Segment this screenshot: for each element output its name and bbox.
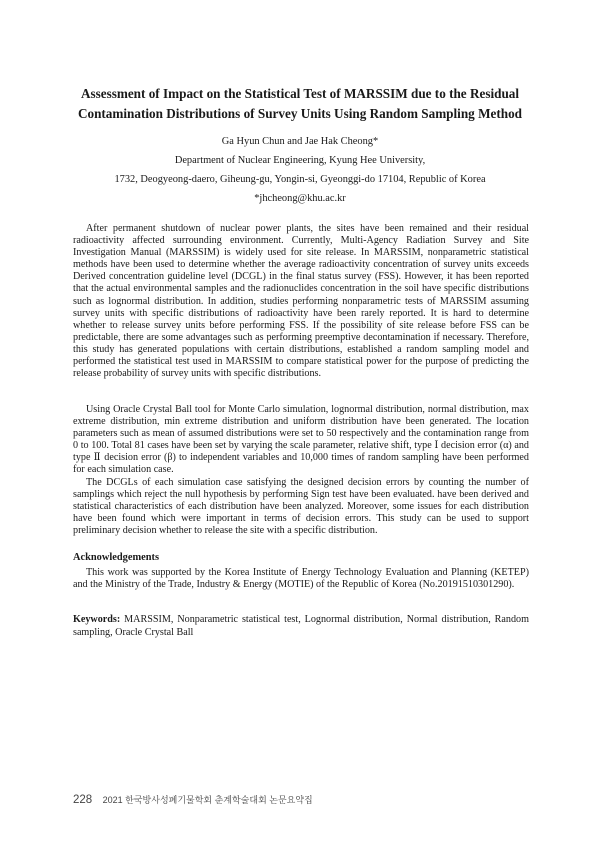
page-footer <box>73 790 313 808</box>
acknowledgements-heading: Acknowledgements <box>73 552 160 563</box>
keywords-list: MARSSIM, Nonparametric statistical test, Lognormal distribution, Normal distribution, Random sampling, Oracle Crystal Ball <box>73 614 529 638</box>
conference-name: 2021 한국방사성폐기물학회 춘계학술대회 논문요약집 <box>102 795 313 805</box>
keywords <box>73 614 529 639</box>
affiliation: Department of Nuclear Engineering, Kyung Hee University, <box>174 155 426 166</box>
title-line-2: Contamination Distributions of Survey Units Using Random Sampling Method <box>77 106 523 121</box>
paper-title <box>60 84 540 124</box>
acknowledgements-text: This work was supported by the Korea Institute of Energy Technology Evaluation and Planning (KETEP) and the Ministry of the Trade, Industry & Energy (MOTIE) of the Republic of Korea (No.20191510301290). <box>73 567 529 591</box>
keywords-label: Keywords: <box>73 614 121 625</box>
title-line-1: Assessment of Impact on the Statistical Test of MARSSIM due to the Residual <box>80 86 520 101</box>
abstract-paragraph-2: Using Oracle Crystal Ball tool for Monte Carlo simulation, lognormal distribution, normal distribution, max extreme distribution, min extreme distribution and uniform distribution have been generated. The location parameters such as mean of assumed distributions were set to 50 respectively and the contamination range from 0 to 100. Total 81 cases have been set by varying the scale parameter, relative shift, type Ⅰ decision error (α) and type Ⅱ decision error (β) to independent variables and 10,000 times of random sampling have been performed for each simulation case. <box>73 404 529 476</box>
authors: Ga Hyun Chun and Jae Hak Cheong* <box>221 136 379 147</box>
abstract-paragraph-1: After permanent shutdown of nuclear power plants, the sites have been remained and their residual radioactivity affected surrounding environment. Currently, Multi-Agency Radiation Survey and Site Investigation Manual (MARSSIM) is widely used for site release. In MARSSIM, nonparametric statistical methods have been used to determine whether the average radioactivity concentration of survey units exceeds Derived concentration guideline level (DCGL) in the final status survey (FSS). However, it has been reported that the actual environmental samples and the radionuclides concentration in the soil have specific distributions such as lognormal distribution. In addition, studies performing nonparametric tests of MARSSIM assuming survey units with specific distributions of radioactivity have been rarely reported. It is hard to determine whether to release survey units before performing FSS. If the possibility of site release before FSS can be predictable, there are some advantages such as performing preemptive decontamination if necessary. Therefore, this study has generated populations with certain distributions, established a random sampling model and performed the statistical test used in MARSSIM to compare statistical power for the purpose of predicting the release probability of survey units with specific distributions. <box>73 223 529 380</box>
corresponding-email: *jhcheong@khu.ac.kr <box>254 193 346 204</box>
page-number: 228 <box>73 794 93 806</box>
abstract-paragraph-3: The DCGLs of each simulation case satisfying the designed decision errors by counting the number of samplings which reject the null hypothesis by performing Sign test have been evaluated. have been derived and statistical characteristics of each distribution have been analyzed. Moreover, some issues for each distribution have been found which were important in terms of decision errors. This study can be used to support preliminary decision whether to release the site with a specific distribution. <box>73 477 529 537</box>
address: 1732, Deogyeong-daero, Giheung-gu, Yongin-si, Gyeonggi-do 17104, Republic of Korea <box>114 174 486 185</box>
